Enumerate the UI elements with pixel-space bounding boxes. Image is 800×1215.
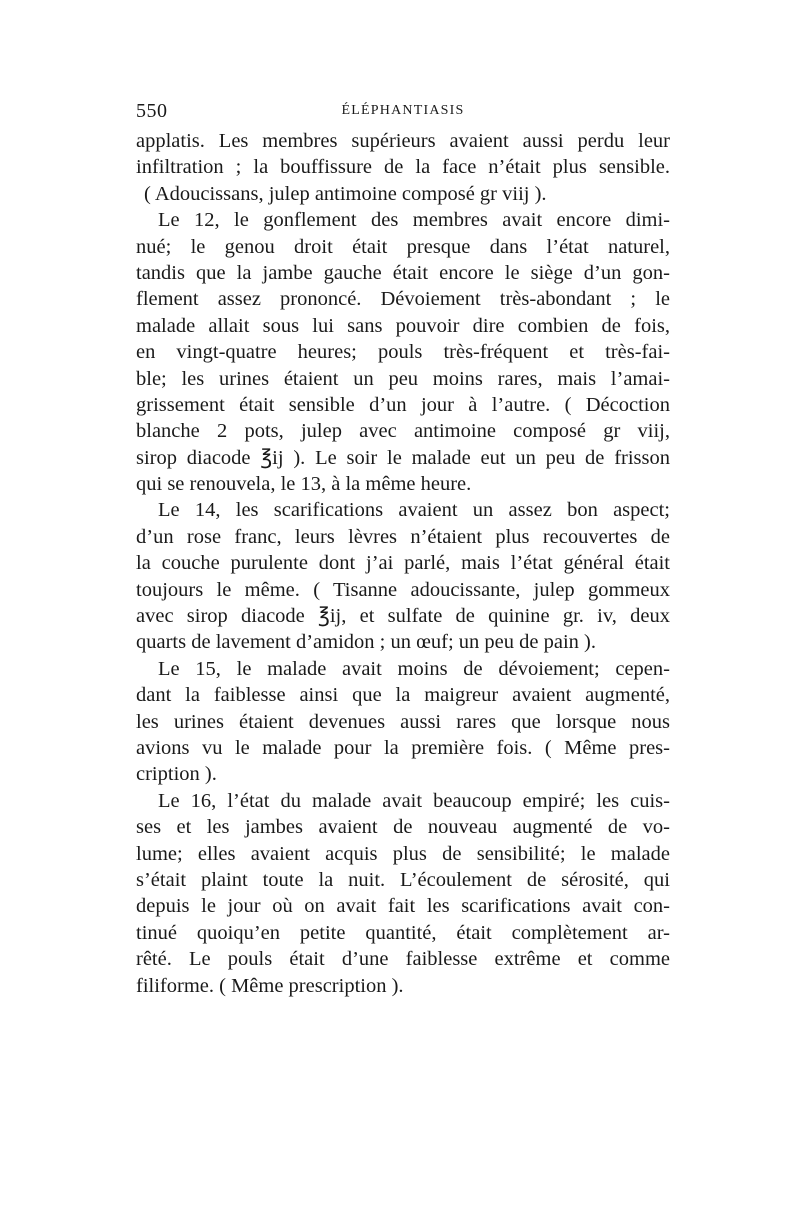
text-line: rêté. Le pouls était d’une faiblesse extrême et comme bbox=[136, 948, 670, 971]
text-line: toujours le même. ( Tisanne adoucissante, julep gommeux bbox=[136, 578, 670, 601]
text-line: ( Adoucissans, julep antimoine composé gr viij ). bbox=[144, 182, 547, 205]
text-line: Le 16, l’état du malade avait beaucoup empiré; les cuis- bbox=[158, 789, 670, 812]
text-line: sirop diacode ℥ij ). Le soir le malade eut un peu de frisson bbox=[136, 446, 670, 469]
text-line: la couche purulente dont j’ai parlé, mais l’état général était bbox=[136, 552, 670, 575]
text-line: cription ). bbox=[136, 763, 217, 786]
text-line: d’un rose franc, leurs lèvres n’étaient plus recouvertes de bbox=[136, 525, 670, 548]
text-line: blanche 2 pots, julep avec antimoine composé gr viij, bbox=[136, 420, 670, 443]
text-line: nué; le genou droit était presque dans l’état naturel, bbox=[136, 235, 670, 258]
text-line: en vingt-quatre heures; pouls très-fréquent et très-fai- bbox=[136, 341, 670, 364]
text-line: Le 14, les scarifications avaient un assez bon aspect; bbox=[158, 499, 670, 522]
running-title: ÉLÉPHANTIASIS bbox=[341, 103, 465, 118]
text-line: grissement était sensible d’un jour à l’autre. ( Décoction bbox=[136, 393, 670, 416]
text-line: infiltration ; la bouffissure de la face n’était plus sensible. bbox=[136, 156, 670, 179]
body-text bbox=[136, 128, 670, 999]
page-header bbox=[136, 100, 670, 124]
text-line: ses et les jambes avaient de nouveau augmenté de vo- bbox=[136, 816, 670, 839]
text-line: malade allait sous lui sans pouvoir dire combien de fois, bbox=[136, 314, 670, 337]
page-number: 550 bbox=[136, 100, 168, 122]
text-line: tandis que la jambe gauche était encore le siège d’un gon- bbox=[136, 261, 670, 284]
text-line: Le 15, le malade avait moins de dévoiement; cepen- bbox=[158, 657, 670, 680]
text-line: Le 12, le gonflement des membres avait encore dimi- bbox=[158, 209, 670, 232]
text-line: tinué quoiqu’en petite quantité, était complètement ar- bbox=[136, 921, 670, 944]
text-line: dant la faiblesse ainsi que la maigreur avaient augmenté, bbox=[136, 684, 670, 707]
text-line: s’était plaint toute la nuit. L’écoulement de sérosité, qui bbox=[136, 868, 670, 891]
text-line: flement assez prononcé. Dévoiement très-abondant ; le bbox=[136, 288, 670, 311]
text-line: qui se renouvela, le 13, à la même heure. bbox=[136, 473, 472, 496]
text-line: depuis le jour où on avait fait les scarifications avait con- bbox=[136, 895, 670, 918]
text-line: avec sirop diacode ℥ij, et sulfate de quinine gr. iv, deux bbox=[136, 605, 670, 628]
text-line: lume; elles avaient acquis plus de sensibilité; le malade bbox=[136, 842, 670, 865]
text-line: les urines étaient devenues aussi rares que lorsque nous bbox=[136, 710, 670, 733]
text-line: applatis. Les membres supérieurs avaient aussi perdu leur bbox=[136, 130, 670, 152]
text-line: avions vu le malade pour la première fois. ( Même pres- bbox=[136, 736, 670, 759]
text-line: filiforme. ( Même prescription ). bbox=[136, 974, 404, 997]
text-line: ble; les urines étaient un peu moins rares, mais l’amai- bbox=[136, 367, 670, 390]
text-line: quarts de lavement d’amidon ; un œuf; un peu de pain ). bbox=[136, 631, 596, 654]
